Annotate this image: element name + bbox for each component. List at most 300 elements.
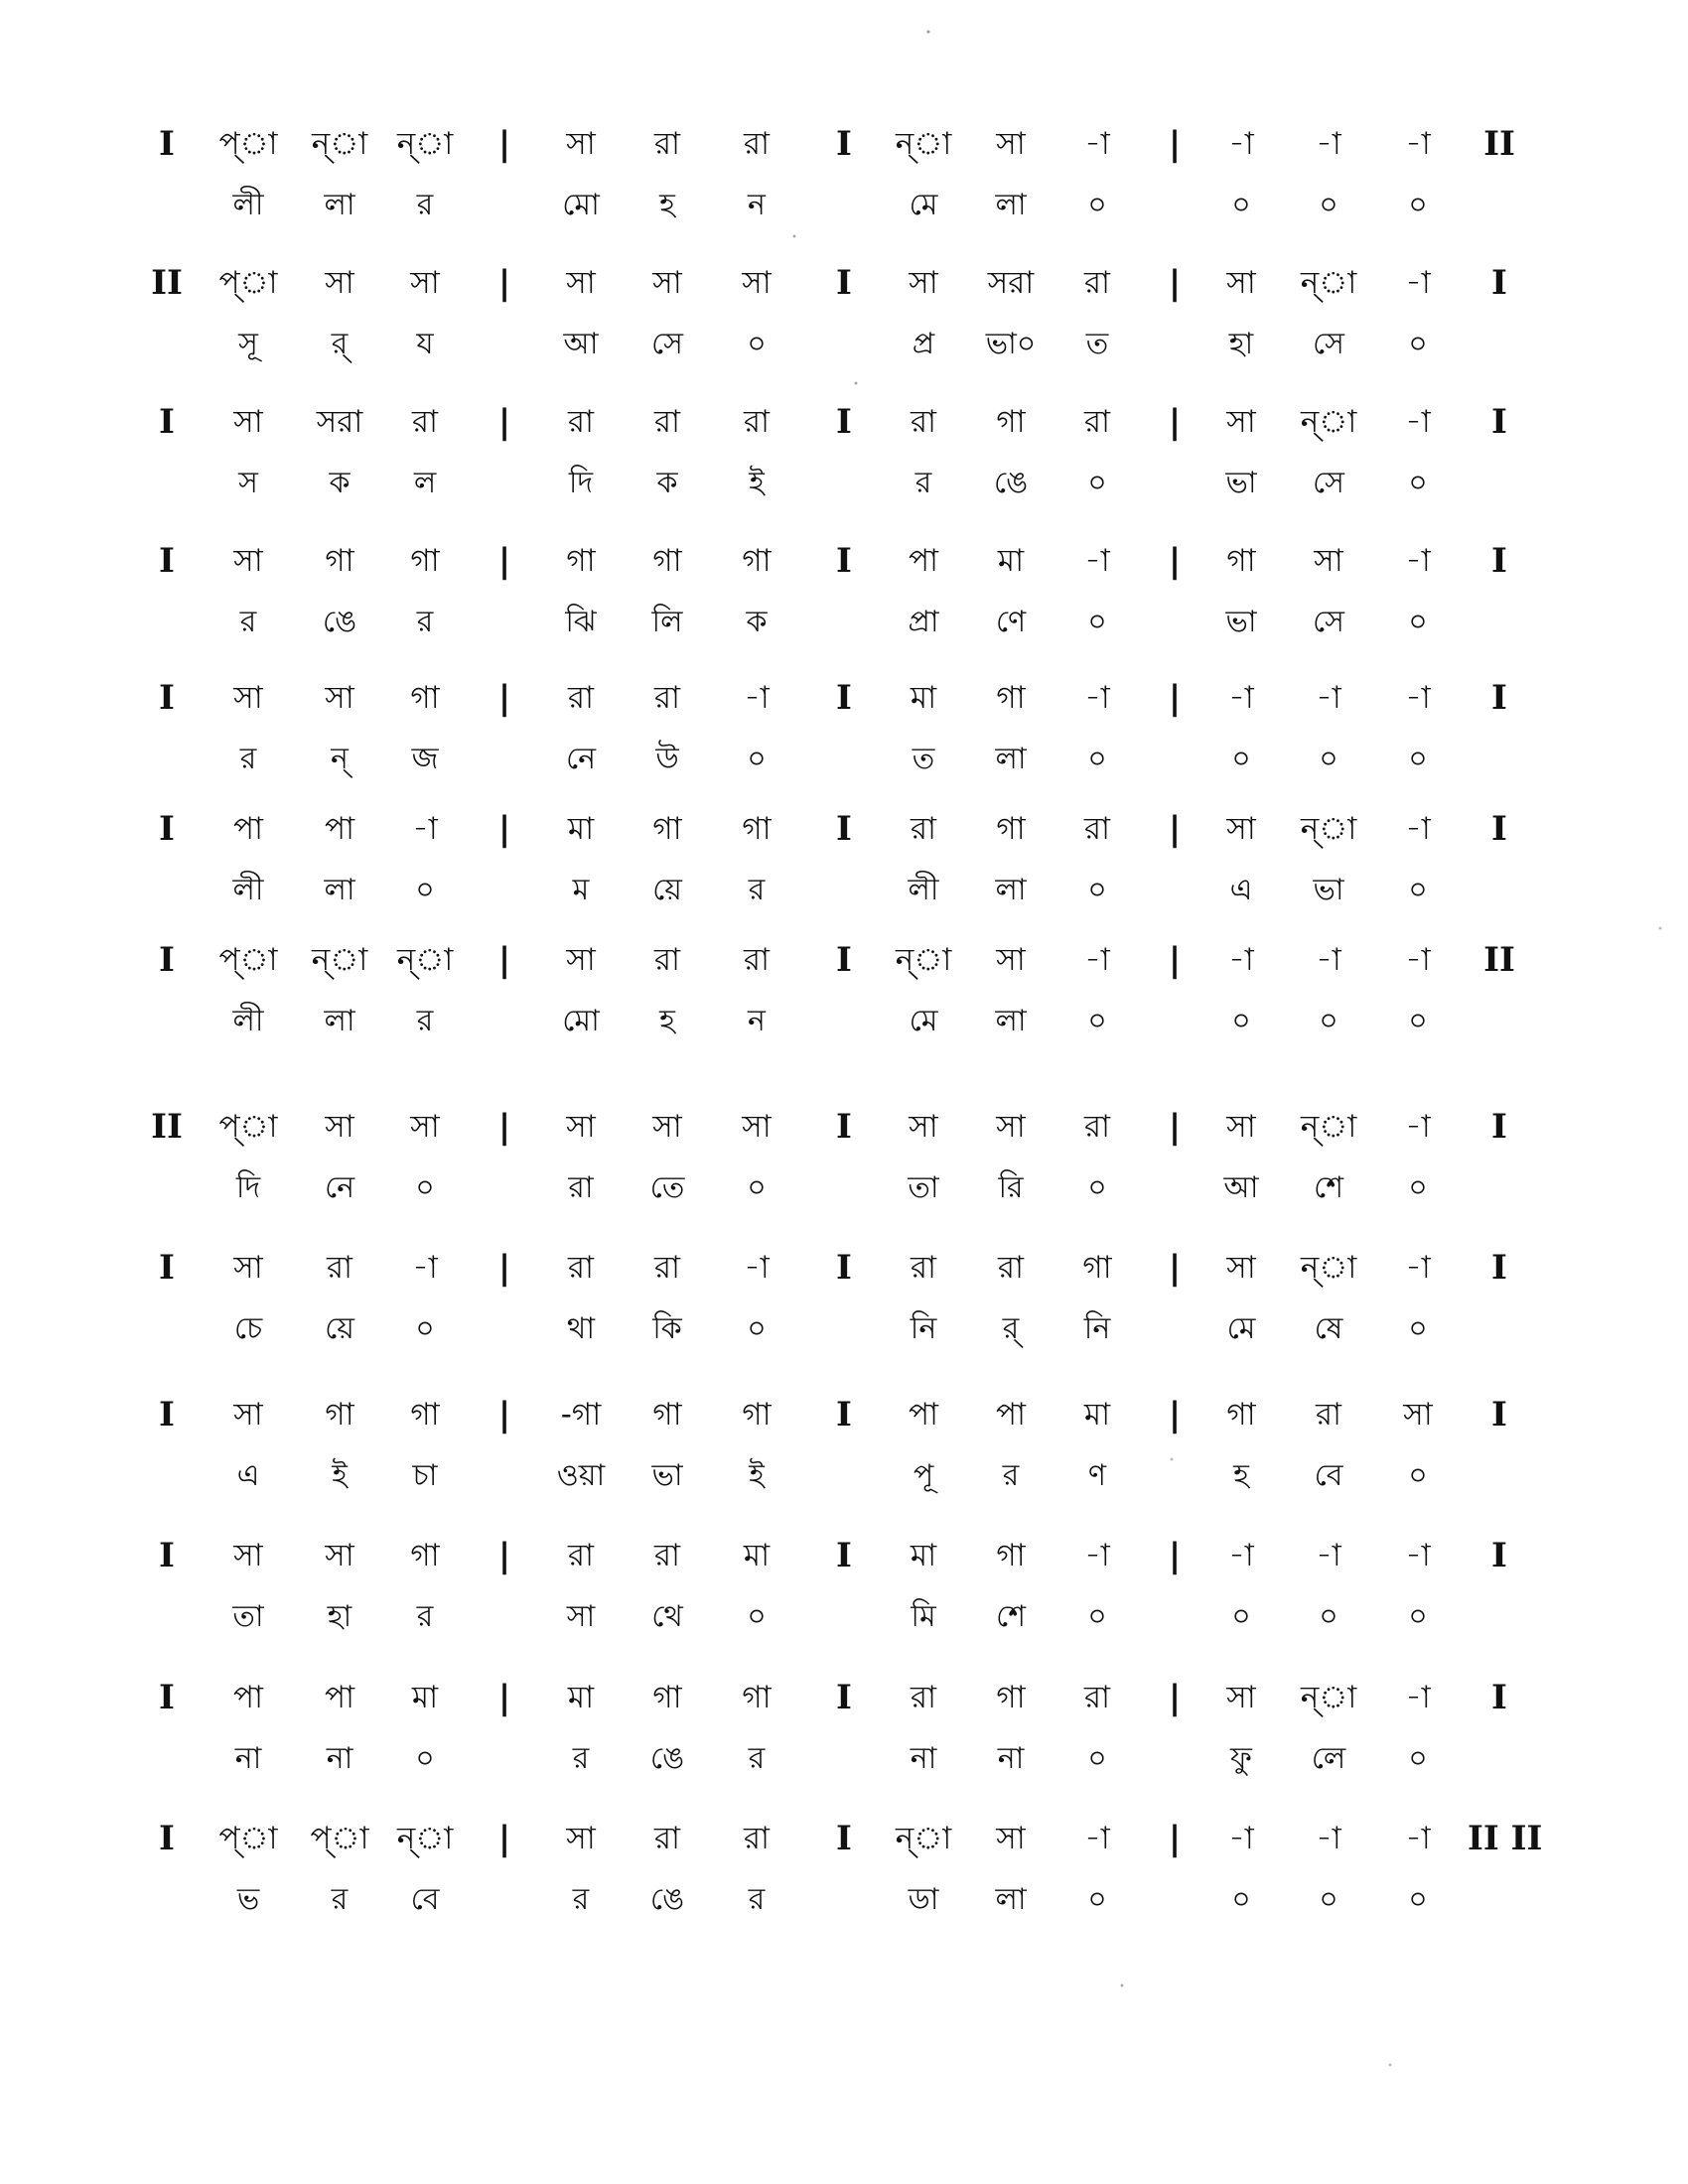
lyric-syllable: না — [997, 1741, 1025, 1776]
lyric-syllable: ০ — [415, 1311, 435, 1346]
lyric-syllable: ০ — [1087, 188, 1107, 222]
note: -া — [1405, 126, 1431, 162]
note: রা — [653, 404, 681, 440]
notation-line — [0, 1526, 1688, 1665]
note: রা — [1083, 811, 1111, 847]
bar-line: | — [1168, 1248, 1182, 1288]
note: -া — [1405, 811, 1431, 847]
lyric-syllable: র — [914, 466, 932, 500]
note: রা — [653, 1821, 681, 1856]
lyric-syllable: ০ — [1087, 605, 1107, 639]
lyric-syllable: লা — [324, 873, 355, 907]
note: -া — [1405, 1680, 1431, 1715]
bar-line: I — [1491, 1678, 1507, 1717]
note: ন্া — [1300, 1109, 1357, 1145]
bar-line: I — [1491, 1248, 1507, 1288]
notation-line — [0, 253, 1688, 392]
lyric-syllable: ০ — [1087, 873, 1107, 907]
note: সরা — [987, 265, 1035, 301]
lyric-row — [0, 1299, 1688, 1359]
note: গা — [742, 811, 772, 847]
bar-line: I — [159, 1536, 175, 1575]
note: -া — [1405, 1538, 1431, 1573]
note: রা — [653, 126, 681, 162]
lyric-syllable: এ — [1229, 873, 1253, 907]
lyric-syllable: ০ — [1231, 1882, 1251, 1917]
note: গা — [996, 1538, 1026, 1573]
notation-line — [0, 114, 1688, 253]
lyric-syllable: মে — [909, 1004, 938, 1038]
note-row — [0, 1809, 1688, 1868]
note: সা — [233, 1397, 263, 1433]
note-row — [0, 1526, 1688, 1585]
lyric-syllable: র — [748, 1741, 766, 1776]
lyric-syllable: ঙে — [649, 1882, 685, 1917]
lyric-row — [0, 992, 1688, 1051]
notation-line — [0, 1809, 1688, 1948]
lyric-syllable: র — [1002, 1458, 1020, 1493]
lyric-syllable: হা — [1228, 327, 1254, 361]
note: -া — [1405, 942, 1431, 978]
lyric-syllable: ঙে — [322, 605, 357, 639]
lyric-syllable: ঙে — [649, 1741, 685, 1776]
bar-line: I — [836, 940, 852, 980]
lyric-syllable: আ — [1223, 1170, 1259, 1205]
bar-line: I — [836, 541, 852, 581]
bar-line: I — [1491, 1107, 1507, 1147]
note: গা — [325, 1397, 354, 1433]
note: মা — [743, 1538, 771, 1573]
note: সা — [652, 1109, 682, 1145]
lyric-syllable: সূ — [238, 327, 258, 361]
note: পা — [324, 1680, 355, 1715]
note: মা — [910, 1538, 937, 1573]
note: মা — [997, 543, 1025, 579]
bar-line: II — [1483, 124, 1515, 164]
bar-line: II — [151, 263, 183, 303]
lyric-syllable: ভা — [1225, 466, 1257, 500]
lyric-syllable: র — [239, 742, 257, 776]
lyric-syllable: হ — [1233, 1458, 1249, 1493]
note: রা — [743, 1821, 771, 1856]
note: সরা — [316, 404, 363, 440]
lyric-syllable: ০ — [415, 1170, 435, 1205]
lyric-syllable: র — [416, 1004, 434, 1038]
lyric-syllable: ০ — [1408, 1170, 1428, 1205]
bar-line: I — [159, 678, 175, 718]
bar-line: | — [1168, 1819, 1182, 1858]
note: গা — [325, 543, 354, 579]
note: -া — [412, 811, 438, 847]
bar-line: | — [1168, 1107, 1182, 1147]
note: রা — [567, 1538, 595, 1573]
lyric-syllable: মি — [911, 1599, 936, 1634]
note: গা — [652, 543, 682, 579]
lyric-syllable: না — [234, 1741, 262, 1776]
note: ন্া — [1300, 1680, 1357, 1715]
note: প্া — [218, 1109, 278, 1145]
lyric-syllable: ভা — [1313, 873, 1344, 907]
lyric-syllable: ঙে — [993, 466, 1029, 500]
note: -া — [1316, 680, 1341, 716]
note: প্া — [218, 1821, 278, 1856]
bar-line: | — [497, 1107, 511, 1147]
note: সা — [1226, 1680, 1256, 1715]
note-row — [0, 114, 1688, 174]
lyric-syllable: ক — [746, 605, 768, 639]
lyric-syllable: ক — [656, 466, 678, 500]
lyric-syllable: লি — [651, 605, 683, 639]
lyric-syllable: দি — [568, 466, 594, 500]
lyric-syllable: ন — [748, 1004, 766, 1038]
lyric-syllable: শে — [1314, 1170, 1343, 1205]
lyric-row — [0, 1159, 1688, 1218]
lyric-syllable: ০ — [747, 1599, 767, 1634]
lyric-syllable: র — [572, 1741, 590, 1776]
lyric-syllable: মে — [909, 188, 938, 222]
note: -া — [1405, 543, 1431, 579]
lyric-syllable: তা — [232, 1599, 264, 1634]
lyric-syllable: ০ — [1408, 188, 1428, 222]
lyric-syllable: সে — [1313, 466, 1344, 500]
note: পা — [908, 543, 939, 579]
note: -া — [744, 1250, 770, 1286]
lyric-syllable: আ — [563, 327, 599, 361]
bar-line: I — [1491, 809, 1507, 849]
note: ন্া — [311, 942, 368, 978]
note: সা — [996, 126, 1026, 162]
lyric-syllable: ডা — [908, 1882, 939, 1917]
bar-line: | — [497, 809, 511, 849]
bar-line: I — [1491, 541, 1507, 581]
note: গা — [742, 543, 772, 579]
bar-line: | — [1168, 940, 1182, 980]
bar-line: I — [836, 402, 852, 442]
lyric-syllable: ভা — [1225, 605, 1257, 639]
note: পা — [995, 1397, 1027, 1433]
note: গা — [996, 680, 1026, 716]
note: গা — [566, 543, 596, 579]
note: সা — [233, 543, 263, 579]
note: পা — [232, 1680, 264, 1715]
note: গা — [410, 1538, 440, 1573]
bar-line: II — [151, 1107, 183, 1147]
note: রা — [567, 680, 595, 716]
lyric-syllable: ০ — [1408, 873, 1428, 907]
lyric-syllable: নি — [910, 1311, 937, 1346]
note: ন্া — [1300, 404, 1357, 440]
note: -গা — [560, 1397, 602, 1433]
lyric-syllable: ০ — [1319, 188, 1338, 222]
note: রা — [411, 404, 439, 440]
bar-line: | — [497, 1819, 511, 1858]
note: রা — [1083, 265, 1111, 301]
note: প্া — [218, 126, 278, 162]
lyric-syllable: র্ — [1002, 1311, 1020, 1346]
lyric-syllable: ঝি — [565, 605, 597, 639]
lyric-syllable: দি — [235, 1170, 261, 1205]
bar-line: I — [159, 1819, 175, 1858]
lyric-syllable: ০ — [1087, 1882, 1107, 1917]
lyric-syllable: লা — [995, 1882, 1027, 1917]
lyric-syllable: ০ — [1319, 1882, 1338, 1917]
lyric-syllable: মো — [562, 1004, 600, 1038]
note: -া — [412, 1250, 438, 1286]
note: রা — [653, 680, 681, 716]
note: সা — [325, 265, 354, 301]
lyric-syllable: থে — [651, 1599, 683, 1634]
bar-line: I — [1491, 678, 1507, 718]
lyric-syllable: ০ — [1231, 742, 1251, 776]
lyric-syllable: ই — [749, 1458, 765, 1493]
note: মা — [910, 680, 937, 716]
note: -া — [1084, 543, 1110, 579]
bar-line: I — [159, 124, 175, 164]
lyric-syllable: র — [748, 873, 766, 907]
note-row — [0, 1668, 1688, 1727]
note: গা — [1082, 1250, 1112, 1286]
note: সা — [742, 265, 772, 301]
notation-line — [0, 531, 1688, 670]
note: রা — [653, 1250, 681, 1286]
lyric-syllable: ০ — [1231, 1004, 1251, 1038]
note: মা — [567, 811, 595, 847]
bar-line: | — [497, 124, 511, 164]
lyric-syllable: উ — [655, 742, 679, 776]
lyric-syllable: ০ — [1087, 1004, 1107, 1038]
lyric-syllable: ণ — [1087, 1458, 1107, 1493]
lyric-syllable: ষে — [1314, 1311, 1343, 1346]
lyric-syllable: ০ — [1408, 466, 1428, 500]
lyric-syllable: নে — [565, 742, 597, 776]
note: -া — [1405, 1821, 1431, 1856]
lyric-syllable: য়ে — [652, 873, 682, 907]
note: ন্া — [311, 126, 368, 162]
note: ন্া — [1300, 265, 1357, 301]
bar-line: | — [497, 1678, 511, 1717]
note: রা — [743, 404, 771, 440]
lyric-syllable: নে — [324, 1170, 355, 1205]
note: সা — [1226, 1109, 1256, 1145]
bar-line: I — [836, 809, 852, 849]
note: -া — [1316, 126, 1341, 162]
lyric-syllable: তা — [908, 1170, 939, 1205]
note: মা — [567, 1680, 595, 1715]
bar-line: I — [836, 1678, 852, 1717]
notation-line — [0, 392, 1688, 531]
notation-line — [0, 1097, 1688, 1236]
bar-line: I — [159, 809, 175, 849]
lyric-syllable: না — [326, 1741, 353, 1776]
lyric-syllable: ০ — [1319, 1599, 1338, 1634]
note: গা — [742, 1680, 772, 1715]
note: রা — [567, 1250, 595, 1286]
note: -া — [1228, 1821, 1254, 1856]
note: -া — [1084, 1821, 1110, 1856]
lyric-syllable: লী — [232, 873, 264, 907]
note: -া — [1316, 1821, 1341, 1856]
note: গা — [652, 811, 682, 847]
lyric-syllable: ০ — [1408, 1458, 1428, 1493]
note: গা — [652, 1680, 682, 1715]
note: সা — [233, 1538, 263, 1573]
lyric-syllable: ০ — [1408, 1311, 1428, 1346]
notation-line — [0, 799, 1688, 938]
lyric-syllable: র — [572, 1882, 590, 1917]
lyric-syllable: ০ — [1319, 742, 1338, 776]
note-row — [0, 1385, 1688, 1444]
note: সা — [410, 1109, 440, 1145]
bar-line: | — [1168, 809, 1182, 849]
lyric-syllable: ই — [749, 466, 765, 500]
lyric-row — [0, 454, 1688, 513]
lyric-row — [0, 593, 1688, 652]
note-row — [0, 930, 1688, 990]
lyric-syllable: ০ — [747, 1170, 767, 1205]
lyric-syllable: না — [910, 1741, 937, 1776]
note: -া — [1084, 942, 1110, 978]
lyric-syllable: ০ — [415, 1741, 435, 1776]
bar-line: | — [497, 940, 511, 980]
lyric-row — [0, 730, 1688, 789]
lyric-syllable: লা — [324, 188, 355, 222]
note: প্া — [218, 942, 278, 978]
lyric-syllable: ম — [572, 873, 590, 907]
note: রা — [910, 1250, 937, 1286]
lyric-syllable: এ — [236, 1458, 260, 1493]
note-row — [0, 392, 1688, 452]
lyric-syllable: হা — [327, 1599, 352, 1634]
lyric-syllable: বে — [410, 1882, 440, 1917]
note: সা — [1226, 811, 1256, 847]
note: রা — [1083, 404, 1111, 440]
note: সা — [233, 1250, 263, 1286]
lyric-syllable: লী — [908, 873, 939, 907]
note: রা — [567, 404, 595, 440]
note: সা — [652, 265, 682, 301]
bar-line: I — [1491, 263, 1507, 303]
lyric-syllable: লী — [232, 1004, 264, 1038]
note: -া — [1084, 680, 1110, 716]
note: গা — [996, 404, 1026, 440]
note: রা — [910, 1680, 937, 1715]
note: সা — [1403, 1397, 1433, 1433]
note: মা — [411, 1680, 439, 1715]
lyric-syllable: ০ — [747, 327, 767, 361]
note: গা — [652, 1397, 682, 1433]
note: ন্া — [1300, 1250, 1357, 1286]
bar-line: | — [1168, 402, 1182, 442]
note: সা — [1226, 1250, 1256, 1286]
note: গা — [996, 811, 1026, 847]
lyric-syllable: ওয়া — [556, 1458, 606, 1493]
note: রা — [326, 1250, 353, 1286]
note: সা — [566, 1109, 596, 1145]
lyric-syllable: ন — [748, 188, 766, 222]
note: -া — [1316, 942, 1341, 978]
lyric-syllable: ০ — [1231, 188, 1251, 222]
note-row — [0, 253, 1688, 313]
lyric-syllable: কি — [652, 1311, 682, 1346]
bar-line: | — [497, 263, 511, 303]
bar-line: I — [836, 1819, 852, 1858]
lyric-syllable: নি — [1083, 1311, 1111, 1346]
lyric-syllable: স — [238, 466, 258, 500]
bar-line: I — [1491, 1536, 1507, 1575]
lyric-syllable: র — [331, 1882, 349, 1917]
lyric-syllable: ০ — [1408, 742, 1428, 776]
lyric-row — [0, 861, 1688, 920]
note: ন্া — [1300, 811, 1357, 847]
note: -া — [1405, 680, 1431, 716]
lyric-row — [0, 315, 1688, 374]
lyric-syllable: ০ — [1408, 605, 1428, 639]
note: সা — [909, 1109, 938, 1145]
note: রা — [743, 126, 771, 162]
note: সা — [325, 680, 354, 716]
note: -া — [1228, 126, 1254, 162]
lyric-syllable: লা — [995, 1004, 1027, 1038]
lyric-syllable: র — [416, 1599, 434, 1634]
bar-line: II — [1483, 940, 1515, 980]
bar-line: | — [1168, 541, 1182, 581]
lyric-syllable: ফু — [1230, 1741, 1252, 1776]
note: প্া — [310, 1821, 369, 1856]
note: পা — [908, 1397, 939, 1433]
bar-line: | — [497, 1395, 511, 1434]
lyric-syllable: থা — [566, 1311, 596, 1346]
bar-line: I — [159, 541, 175, 581]
lyric-syllable: ০ — [1408, 1599, 1428, 1634]
note: সা — [566, 942, 596, 978]
lyric-syllable: মো — [562, 188, 600, 222]
bar-line: | — [1168, 263, 1182, 303]
lyric-syllable: ০ — [747, 742, 767, 776]
note: -া — [1228, 942, 1254, 978]
bar-line: I — [836, 678, 852, 718]
lyric-syllable: র্ — [331, 327, 349, 361]
note: -া — [1405, 404, 1431, 440]
notation-line — [0, 1385, 1688, 1524]
bar-line: I — [1491, 402, 1507, 442]
bar-line: I — [836, 124, 852, 164]
lyric-syllable: ক — [329, 466, 351, 500]
note: -া — [1316, 1538, 1341, 1573]
lyric-syllable: ণে — [995, 605, 1027, 639]
lyric-row — [0, 1446, 1688, 1506]
lyric-syllable: তে — [649, 1170, 685, 1205]
bar-line: | — [497, 678, 511, 718]
lyric-syllable: প্রা — [908, 605, 939, 639]
lyric-syllable: ত — [1085, 327, 1109, 361]
lyric-syllable: হ — [659, 1004, 675, 1038]
lyric-syllable: ন্ — [331, 742, 349, 776]
note: সা — [1226, 404, 1256, 440]
lyric-syllable: ০ — [1087, 1170, 1107, 1205]
bar-line: I — [836, 1395, 852, 1434]
lyric-syllable: লা — [995, 188, 1027, 222]
notation-line — [0, 1668, 1688, 1807]
lyric-syllable: শে — [996, 1599, 1026, 1634]
lyric-row — [0, 176, 1688, 235]
bar-line: I — [159, 1395, 175, 1434]
lyric-syllable: ই — [332, 1458, 348, 1493]
bar-line: I — [1491, 1395, 1507, 1434]
note: গা — [410, 680, 440, 716]
lyric-syllable: প্র — [912, 327, 935, 361]
note: রা — [1083, 1109, 1111, 1145]
note: -া — [1084, 1538, 1110, 1573]
